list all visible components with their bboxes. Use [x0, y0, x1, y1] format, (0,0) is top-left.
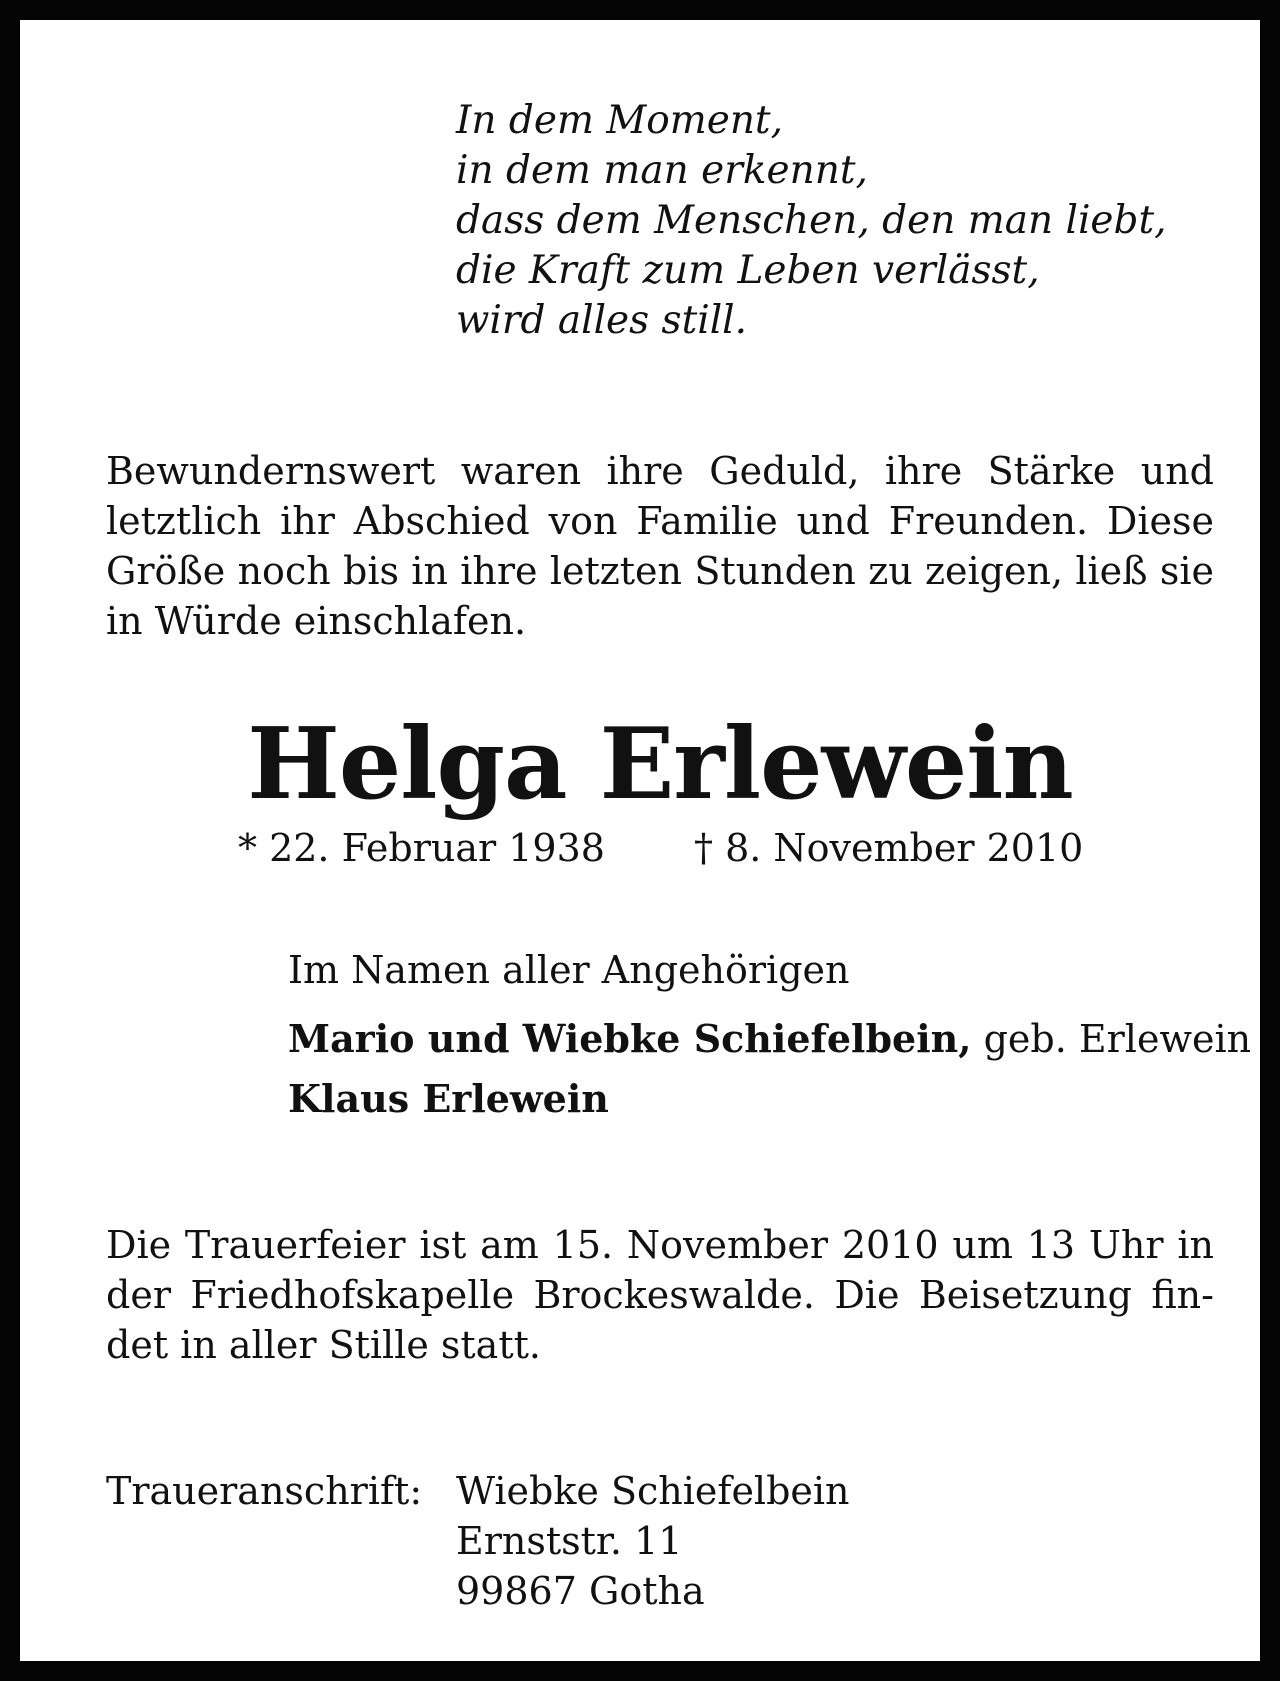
service-paragraph — [106, 1220, 1214, 1370]
birth-date: * 22. Februar 1938 — [238, 826, 605, 870]
family-intro: Im Namen aller Angehörigen — [288, 948, 850, 992]
poem-line: dass dem Menschen, den man liebt, — [456, 198, 1167, 243]
family-member-name: Klaus Erlewein — [288, 1076, 609, 1121]
service-line: Die Trauerfeier ist am 15. November 2010 um 13 Uhr in — [106, 1223, 1214, 1267]
address-label: Traueranschrift: — [106, 1469, 423, 1513]
tribute-paragraph — [106, 446, 1214, 646]
family-member — [288, 1075, 609, 1123]
address-line: Wiebke Schiefelbein — [456, 1469, 850, 1513]
family-member-note: geb. Erlewein — [971, 1017, 1252, 1061]
family-member-name: Mario und Wiebke Schiefelbein, — [288, 1016, 972, 1061]
poem-line: In dem Moment, — [456, 98, 784, 143]
poem-line: die Kraft zum Leben verlässt, — [456, 248, 1040, 293]
tribute-line: in Würde einschlafen. — [106, 599, 527, 643]
mourning-address — [456, 1466, 850, 1616]
poem-line: in dem man erkennt, — [456, 148, 868, 193]
service-line: der Friedhofskapelle Brockeswalde. Die Beisetzung fin- — [106, 1273, 1214, 1317]
death-date: † 8. November 2010 — [694, 826, 1084, 870]
address-line: 99867 Gotha — [456, 1569, 705, 1613]
tribute-line: Bewundernswert waren ihre Geduld, ihre Stärke und — [106, 449, 1214, 493]
tribute-line: Größe noch bis in ihre letzten Stunden zu zeigen, ließ sie — [106, 549, 1214, 593]
address-line: Ernststr. 11 — [456, 1519, 683, 1563]
service-line: det in aller Stille statt. — [106, 1323, 541, 1367]
family-member — [288, 1015, 1251, 1063]
poem-line: wird alles still. — [456, 298, 748, 343]
tribute-line: letztlich ihr Abschied von Familie und Freunden. Diese — [106, 499, 1214, 543]
poem — [456, 96, 1167, 346]
deceased-name: Helga Erlewein — [247, 707, 1073, 822]
